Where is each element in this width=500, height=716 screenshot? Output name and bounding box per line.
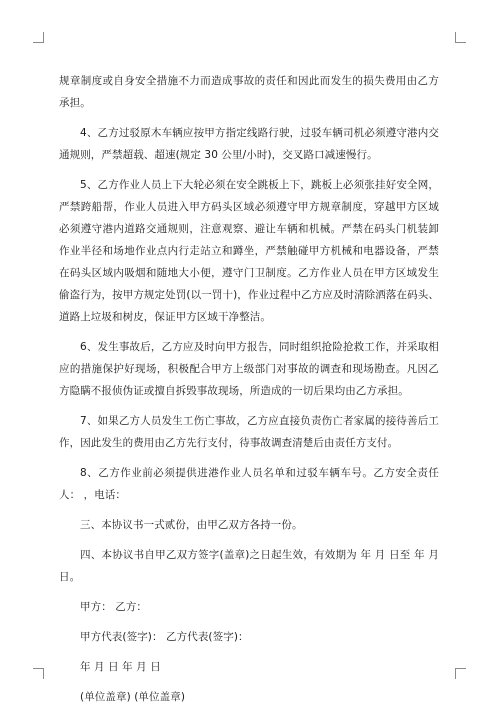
signature-representatives-line: 甲方代表(签字)： 乙方代表(签字)： — [80, 631, 249, 643]
signature-date-line: 年 月 日 年 月 日 — [80, 661, 161, 673]
signature-parties-line: 甲方： 乙方： — [80, 601, 148, 613]
paragraph-clause-5: 5、乙方作业人员上下大轮必须在安全跳板上下，跳板上必须张挂好安全网，严禁跨船帮，作业人员进入甲方码头区域必须遵守甲方规章制度，穿越甲方区域必须遵守港内道路交通规则，注意观察、避让车辆和机械。严禁在码头门机装卸作业半径和场地作业点内行走站立和蹲坐，严禁触碰甲方机械和电器设备，严禁在码头区域内吸烟和随地大小便，遵守门卫制度。乙方作业人员在甲方区域发生偷盗行为，按甲方规定处罚(以一罚十)，作业过程中乙方应及时清除洒落在码头、道路上垃圾和树皮，保证甲方区域干净整洁。 — [59, 179, 439, 323]
crop-mark-top-left — [33, 32, 44, 43]
paragraph-clause-7: 7、如果乙方人员发生工伤亡事故，乙方应直接负责伤亡者家属的接待善后工作，因此发生的费用由乙方先行支付，待事故调查清楚后由责任方支付。 — [59, 415, 439, 449]
crop-mark-bottom-left — [33, 668, 44, 679]
document-body — [59, 70, 439, 716]
paragraph-clause-6: 6、发生事故后，乙方应及时向甲方报告，同时组织抢险抢救工作，并采取相应的措施保护好现场，积极配合甲方上级部门对事故的调查和现场勘查。凡因乙方隐瞒不报侦伪证或擅自拆毁事故现场，所造成的一切后果均由乙方承担。 — [59, 341, 439, 397]
paragraph-section-4: 四、本协议书自甲乙双方签字(盖章)之日起生效，有效期为 年 月 日至 年 月 日。 — [59, 549, 439, 583]
crop-mark-top-right — [455, 32, 466, 43]
paragraph-clause-8: 8、乙方作业前必须提供进港作业人员名单和过驳车辆车号。乙方安全责任人： ，电话： — [59, 467, 439, 501]
paragraph-continued-clause: 规章制度或自身安全措施不力而造成事故的责任和因此而发生的损失费用由乙方承担。 — [59, 75, 439, 109]
paragraph-section-3: 三、本协议书一式贰份，由甲乙双方各持一份。 — [80, 519, 303, 531]
signature-seal-line: (单位盖章) (单位盖章) — [80, 691, 186, 703]
paragraph-clause-4: 4、乙方过驳原木车辆应按甲方指定线路行驶，过驳车辆司机必须遵守港内交通规则，严禁超载、超速(规定 30 公里/小时)，交叉路口减速慢行。 — [59, 127, 439, 161]
crop-mark-bottom-right — [455, 668, 466, 679]
